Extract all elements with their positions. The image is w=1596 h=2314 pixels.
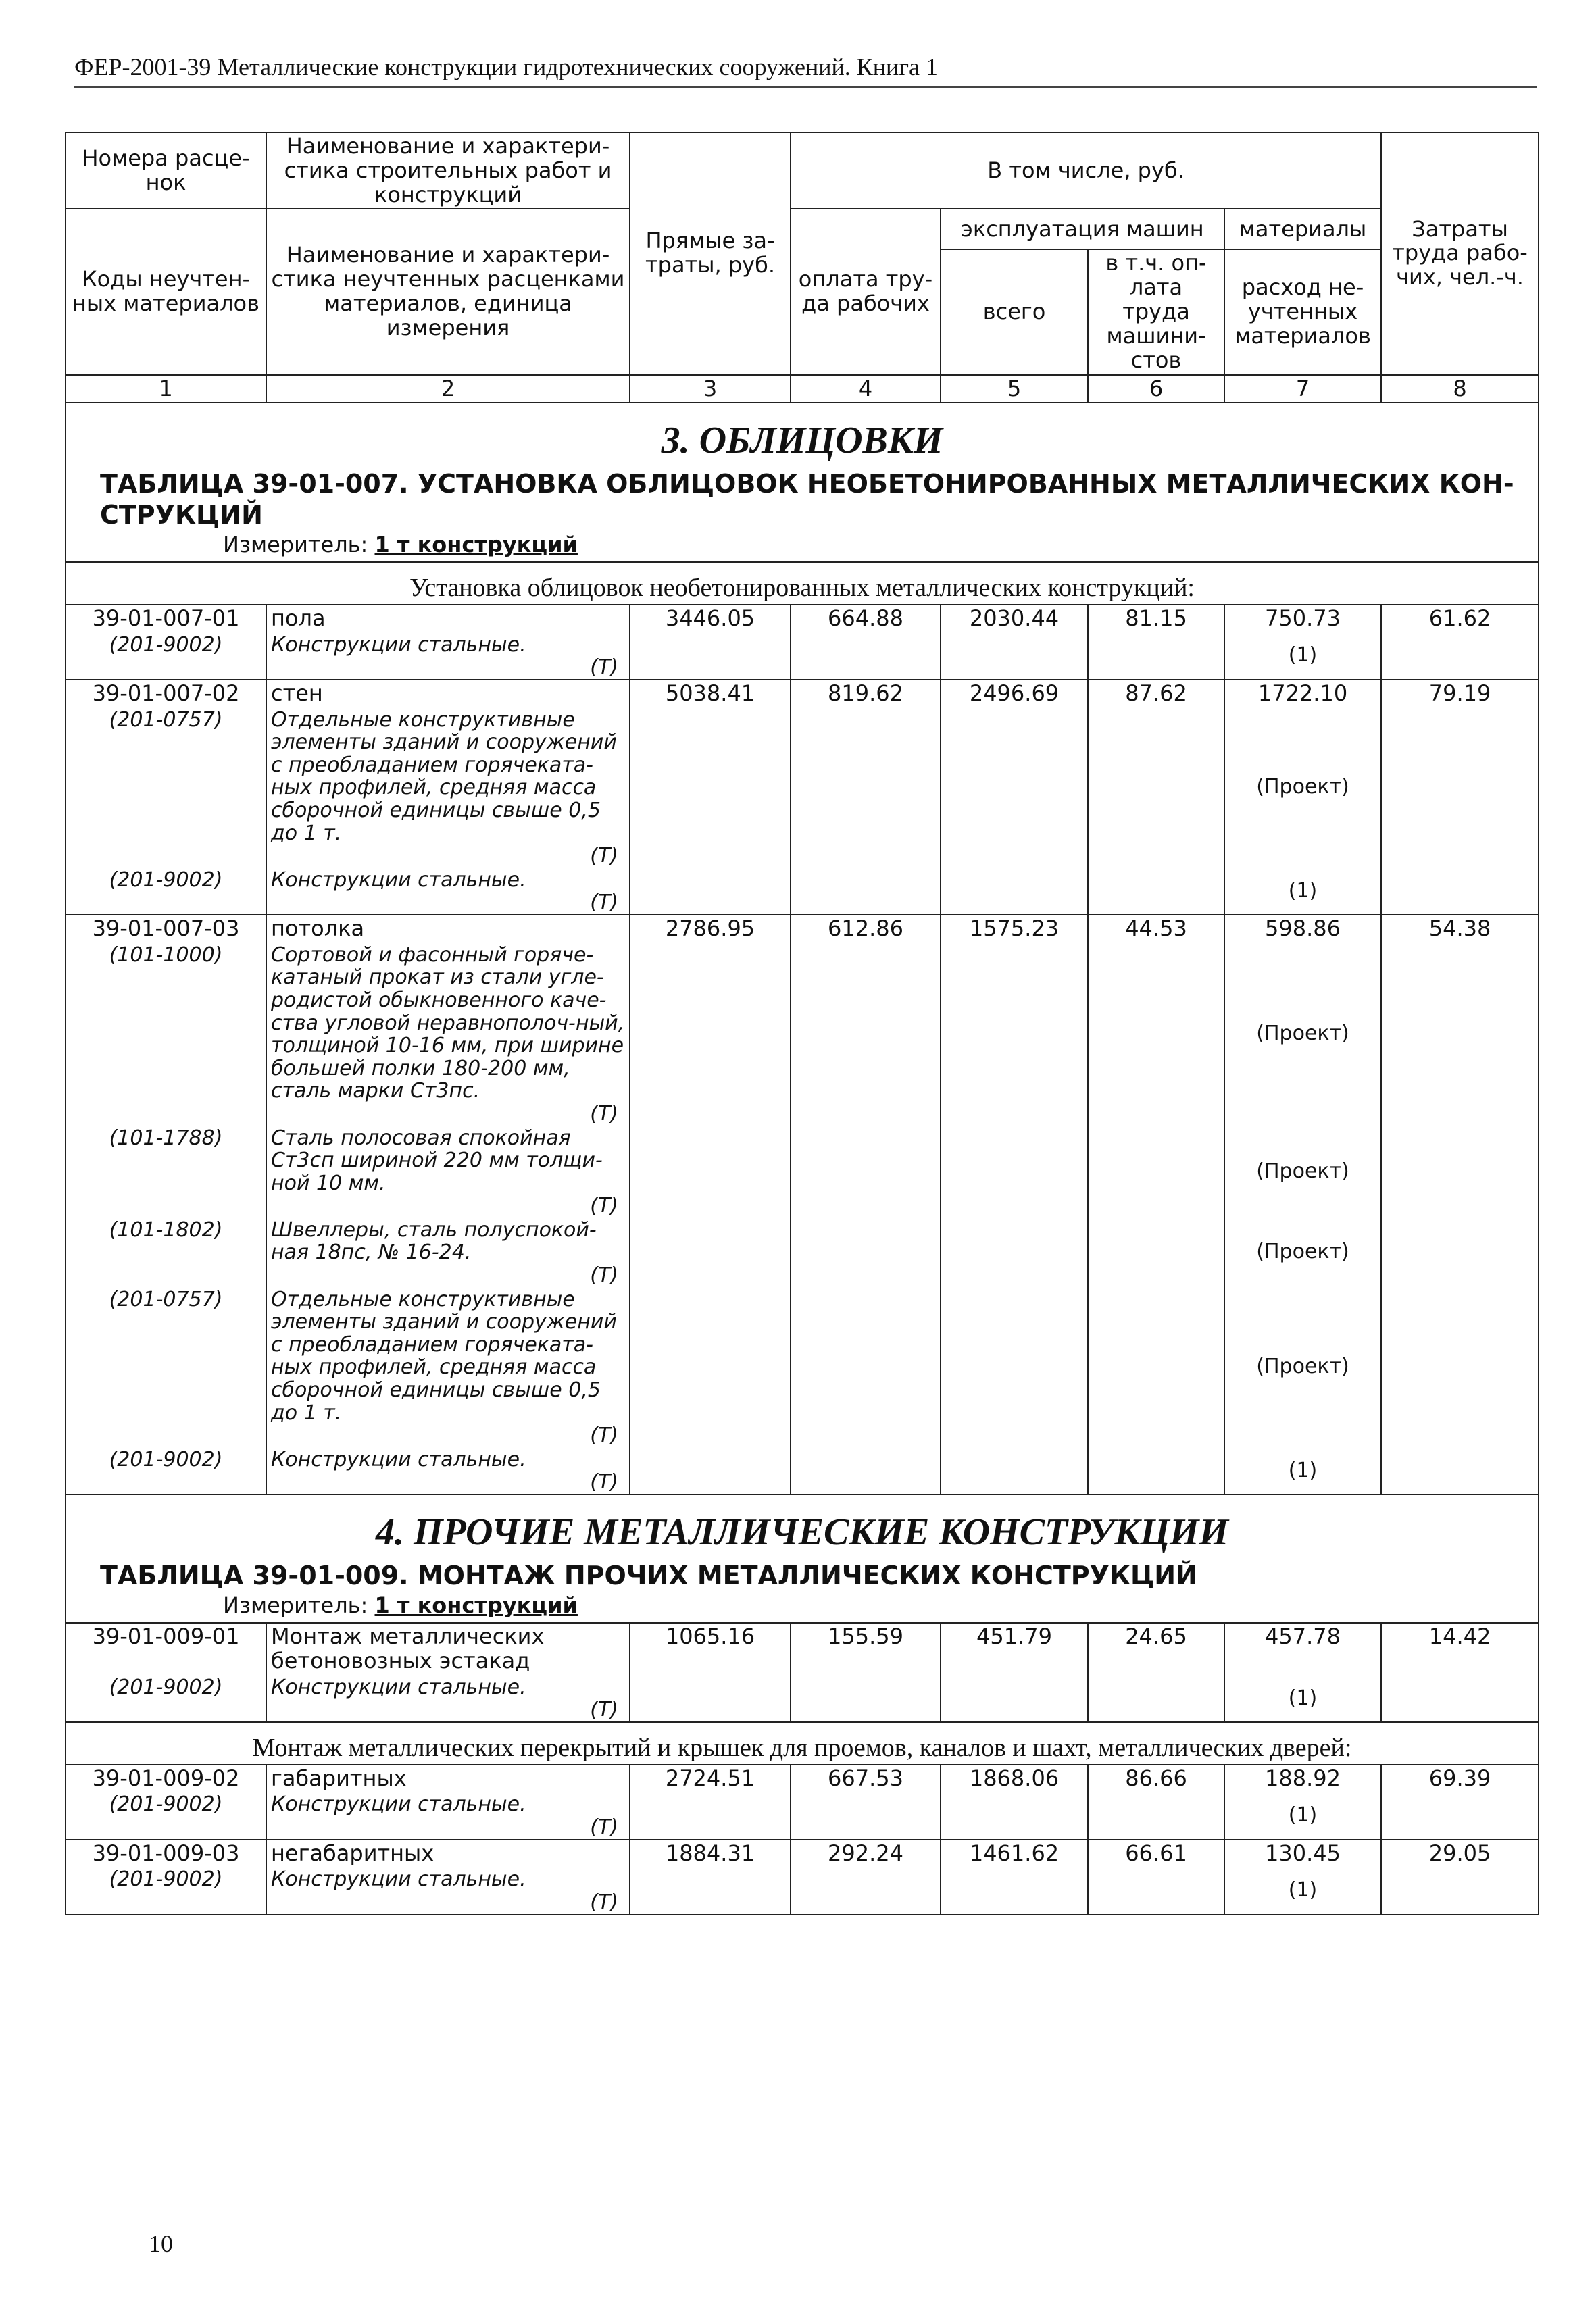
empty-cell [630,1287,791,1447]
rate-code: 39-01-007-01 [66,605,266,632]
material-text: Конструкции стальные. [271,1792,526,1817]
running-header: ФЕР-2001-39 Металлические конструкции гидротехнических сооружений. Книга 1 [74,53,1537,88]
measure-line [66,1591,1538,1622]
value-c7: 188.92 [1224,1765,1381,1792]
empty-cell [791,1447,941,1494]
section-cell [66,403,1539,562]
page-number: 10 [149,2230,173,2257]
material-type: (T) [590,1101,618,1126]
material-row [66,632,1539,680]
value-c6: 81.15 [1088,605,1224,632]
rate-name: Монтаж металлических бетоновозных эстакад [266,1623,630,1675]
measure-label: Измеритель: [223,532,368,558]
material-text: Конструкции стальные. [271,1447,526,1472]
rate-code: 39-01-009-03 [66,1840,266,1867]
value-c6: 66.61 [1088,1840,1224,1867]
empty-cell [630,632,791,680]
rate-row [66,605,1539,632]
material-name [266,1867,630,1914]
material-code: (201-0757) [66,1287,266,1447]
empty-cell [791,1126,941,1217]
rate-name: потолка [266,915,630,942]
material-qty: (Проект) [1224,1126,1381,1217]
empty-cell [630,942,791,1126]
group-title: Монтаж металлических перекрытий и крышек для проемов, каналов и шахт, металлических дверей: [66,1722,1539,1765]
empty-cell [1088,942,1224,1126]
rate-code: 39-01-007-02 [66,680,266,707]
column-number: 3 [630,375,791,403]
empty-cell [630,867,791,915]
material-name [266,942,630,1126]
column-number: 5 [941,375,1088,403]
material-qty: (Проект) [1224,942,1381,1126]
material-type: (T) [590,844,618,868]
empty-cell [630,1217,791,1287]
empty-cell [941,1217,1088,1287]
value-c5: 2496.69 [941,680,1088,707]
empty-cell [941,1126,1088,1217]
material-name [266,632,630,680]
empty-cell [1381,1126,1539,1217]
material-type: (T) [590,1194,618,1218]
rate-code: 39-01-009-02 [66,1765,266,1792]
column-numbers-row [66,375,1539,403]
section-title: 3. ОБЛИЦОВКИ [661,420,943,462]
empty-cell [941,1447,1088,1494]
empty-cell [1088,632,1224,680]
value-c3: 3446.05 [630,605,791,632]
value-c5: 2030.44 [941,605,1088,632]
value-c3: 1884.31 [630,1840,791,1867]
material-row [66,1447,1539,1494]
empty-cell [630,707,791,867]
empty-cell [1088,1867,1224,1914]
material-type: (T) [590,1470,618,1494]
rate-row [66,1840,1539,1867]
value-c6: 86.66 [1088,1765,1224,1792]
measure-label: Измеритель: [223,1592,368,1619]
col7-header: расход не-учтенных материалов [1224,249,1381,374]
value-c4: 612.86 [791,915,941,942]
col1-top-header: Номера расце-нок [66,132,266,209]
measure-line [66,530,1538,561]
empty-cell [791,867,941,915]
rate-row [66,915,1539,942]
value-c5: 1461.62 [941,1840,1088,1867]
rate-row [66,1623,1539,1675]
empty-cell [1088,1675,1224,1722]
empty-cell [1381,1867,1539,1914]
empty-cell [1088,1217,1224,1287]
value-c4: 292.24 [791,1840,941,1867]
material-text: Сталь полосовая спокойная Ст3сп шириной 220 мм толщи-ной 10 мм. [271,1126,603,1195]
empty-cell [941,707,1088,867]
section-title: 4. ПРОЧИЕ МЕТАЛЛИЧЕСКИЕ КОНСТРУКЦИИ [376,1511,1228,1553]
value-c7: 750.73 [1224,605,1381,632]
material-name [266,1287,630,1447]
materials-header: материалы [1224,209,1381,249]
material-type: (T) [590,1815,618,1839]
material-row [66,942,1539,1126]
value-c3: 2724.51 [630,1765,791,1792]
rate-name: пола [266,605,630,632]
material-qty: (1) [1224,867,1381,915]
empty-cell [941,1287,1088,1447]
col5-header: всего [941,249,1088,374]
value-c6: 24.65 [1088,1623,1224,1675]
value-c4: 819.62 [791,680,941,707]
rate-name: стен [266,680,630,707]
empty-cell [1381,1675,1539,1722]
material-type: (T) [590,1263,618,1288]
empty-cell [791,1792,941,1839]
empty-cell [791,632,941,680]
empty-cell [630,1792,791,1839]
value-c6: 87.62 [1088,680,1224,707]
group-title: Установка облицовок необетонированных металлических конструкций: [66,562,1539,605]
empty-cell [1381,1792,1539,1839]
rate-row [66,1765,1539,1792]
empty-cell [1381,867,1539,915]
material-code: (101-1802) [66,1217,266,1287]
material-qty: (1) [1224,632,1381,680]
material-qty: (Проект) [1224,707,1381,867]
empty-cell [1088,1792,1224,1839]
column-number: 7 [1224,375,1381,403]
value-c8: 29.05 [1381,1840,1539,1867]
empty-cell [1088,1287,1224,1447]
value-c5: 1575.23 [941,915,1088,942]
material-code: (201-0757) [66,707,266,867]
machines-header: эксплуатация машин [941,209,1224,249]
table-title: ТАБЛИЦА 39-01-007. УСТАНОВКА ОБЛИЦОВОК НЕОБЕТОНИРОВАННЫХ МЕТАЛЛИЧЕСКИХ КОН-СТРУКЦИЙ [100,469,1514,530]
measure-value: 1 т конструкций [374,532,578,558]
empty-cell [791,1287,941,1447]
value-c3: 2786.95 [630,915,791,942]
material-text: Отдельные конструктивные элементы зданий и сооружений с преобладанием горячеката-ных профилей, средняя масса сборочной единицы свыше 0,5 до 1 т. [271,1287,617,1425]
empty-cell [630,1675,791,1722]
empty-cell [1088,707,1224,867]
value-c7: 598.86 [1224,915,1381,942]
empty-cell [941,632,1088,680]
material-code: (101-1788) [66,1126,266,1217]
value-c6: 44.53 [1088,915,1224,942]
material-type: (T) [590,1424,618,1448]
column-number: 4 [791,375,941,403]
value-c5: 451.79 [941,1623,1088,1675]
material-text: Сортовой и фасонный горяче-катаный прокат из стали угле-родистой обыкновенного каче-ства угловой неравнополоч-ный, толщиной 10-16 мм, при ширине большей полки 180-200 мм, сталь марки Ст3пс. [271,942,625,1103]
value-c4: 155.59 [791,1623,941,1675]
empty-cell [791,942,941,1126]
material-code: (201-9002) [66,1867,266,1914]
material-type: (T) [590,890,618,915]
material-qty: (1) [1224,1792,1381,1839]
material-code: (201-9002) [66,1792,266,1839]
material-row [66,1287,1539,1447]
material-row [66,1867,1539,1914]
value-c4: 667.53 [791,1765,941,1792]
rate-row [66,680,1539,707]
material-text: Швеллеры, сталь полуспокой-ная 18пс, № 16-24. [271,1217,597,1265]
column-number: 1 [66,375,266,403]
empty-cell [941,942,1088,1126]
empty-cell [1088,1126,1224,1217]
empty-cell [1381,1287,1539,1447]
column-number: 8 [1381,375,1539,403]
material-name [266,1126,630,1217]
value-c8: 14.42 [1381,1623,1539,1675]
rate-code: 39-01-007-03 [66,915,266,942]
material-text: Конструкции стальные. [271,1867,526,1892]
empty-cell [630,1447,791,1494]
empty-cell [1381,942,1539,1126]
table-title: ТАБЛИЦА 39-01-009. МОНТАЖ ПРОЧИХ МЕТАЛЛИЧЕСКИХ КОНСТРУКЦИЙ [100,1560,1197,1590]
value-c7: 130.45 [1224,1840,1381,1867]
material-name [266,867,630,915]
empty-cell [791,1867,941,1914]
value-c3: 5038.41 [630,680,791,707]
material-row [66,867,1539,915]
material-name [266,1675,630,1722]
material-row [66,1792,1539,1839]
measure-value: 1 т конструкций [374,1592,578,1619]
material-qty: (1) [1224,1867,1381,1914]
empty-cell [630,1126,791,1217]
empty-cell [1381,632,1539,680]
col2-top-header: Наименование и характери-стика строительных работ и конструкций [266,132,630,209]
material-text: Отдельные конструктивные элементы зданий и сооружений с преобладанием горячеката-ных профилей, средняя масса сборочной единицы свыше 0,5 до 1 т. [271,707,617,845]
empty-cell [1381,1217,1539,1287]
value-c8: 69.39 [1381,1765,1539,1792]
col8-header: Затраты труда рабо-чих, чел.-ч. [1381,132,1539,375]
empty-cell [1088,1447,1224,1494]
material-type: (T) [590,655,618,680]
rate-name: габаритных [266,1765,630,1792]
material-text: Конструкции стальные. [271,632,526,657]
column-number: 2 [266,375,630,403]
col2-bottom-header: Наименование и характери-стика неучтенных расценками материалов, единица измерения [266,209,630,374]
material-type: (T) [590,1698,618,1722]
value-c8: 61.62 [1381,605,1539,632]
material-name [266,1792,630,1839]
material-row [66,1126,1539,1217]
material-code: (201-9002) [66,632,266,680]
empty-cell [941,1792,1088,1839]
value-c8: 54.38 [1381,915,1539,942]
material-qty: (1) [1224,1447,1381,1494]
value-c3: 1065.16 [630,1623,791,1675]
rate-name: негабаритных [266,1840,630,1867]
material-qty: (Проект) [1224,1217,1381,1287]
material-code: (201-9002) [66,1675,266,1722]
section-cell [66,1494,1539,1623]
material-type: (T) [590,1890,618,1914]
material-code: (201-9002) [66,1447,266,1494]
empty-cell [941,867,1088,915]
col1-bottom-header: Коды неучтен-ных материалов [66,209,266,374]
empty-cell [1088,867,1224,915]
material-qty: (Проект) [1224,1287,1381,1447]
material-row [66,707,1539,867]
group-header: В том числе, руб. [791,132,1381,209]
empty-cell [630,1867,791,1914]
rates-table [65,132,1539,1915]
value-c7: 457.78 [1224,1623,1381,1675]
empty-cell [941,1675,1088,1722]
column-number: 6 [1088,375,1224,403]
material-text: Конструкции стальные. [271,1675,526,1699]
empty-cell [791,1217,941,1287]
col6-header: в т.ч. оп-лата труда машини-стов [1088,249,1224,374]
material-code: (101-1000) [66,942,266,1126]
material-code: (201-9002) [66,867,266,915]
material-text: Конструкции стальные. [271,867,526,892]
rate-code: 39-01-009-01 [66,1623,266,1675]
material-name [266,1447,630,1494]
col3-header: Прямые за-траты, руб. [630,132,791,375]
col4-header: оплата тру-да рабочих [791,209,941,374]
empty-cell [1381,1447,1539,1494]
empty-cell [791,707,941,867]
value-c8: 79.19 [1381,680,1539,707]
material-row [66,1217,1539,1287]
value-c4: 664.88 [791,605,941,632]
value-c7: 1722.10 [1224,680,1381,707]
material-qty: (1) [1224,1675,1381,1722]
material-name [266,707,630,867]
empty-cell [941,1867,1088,1914]
value-c5: 1868.06 [941,1765,1088,1792]
empty-cell [791,1675,941,1722]
material-row [66,1675,1539,1722]
material-name [266,1217,630,1287]
empty-cell [1381,707,1539,867]
